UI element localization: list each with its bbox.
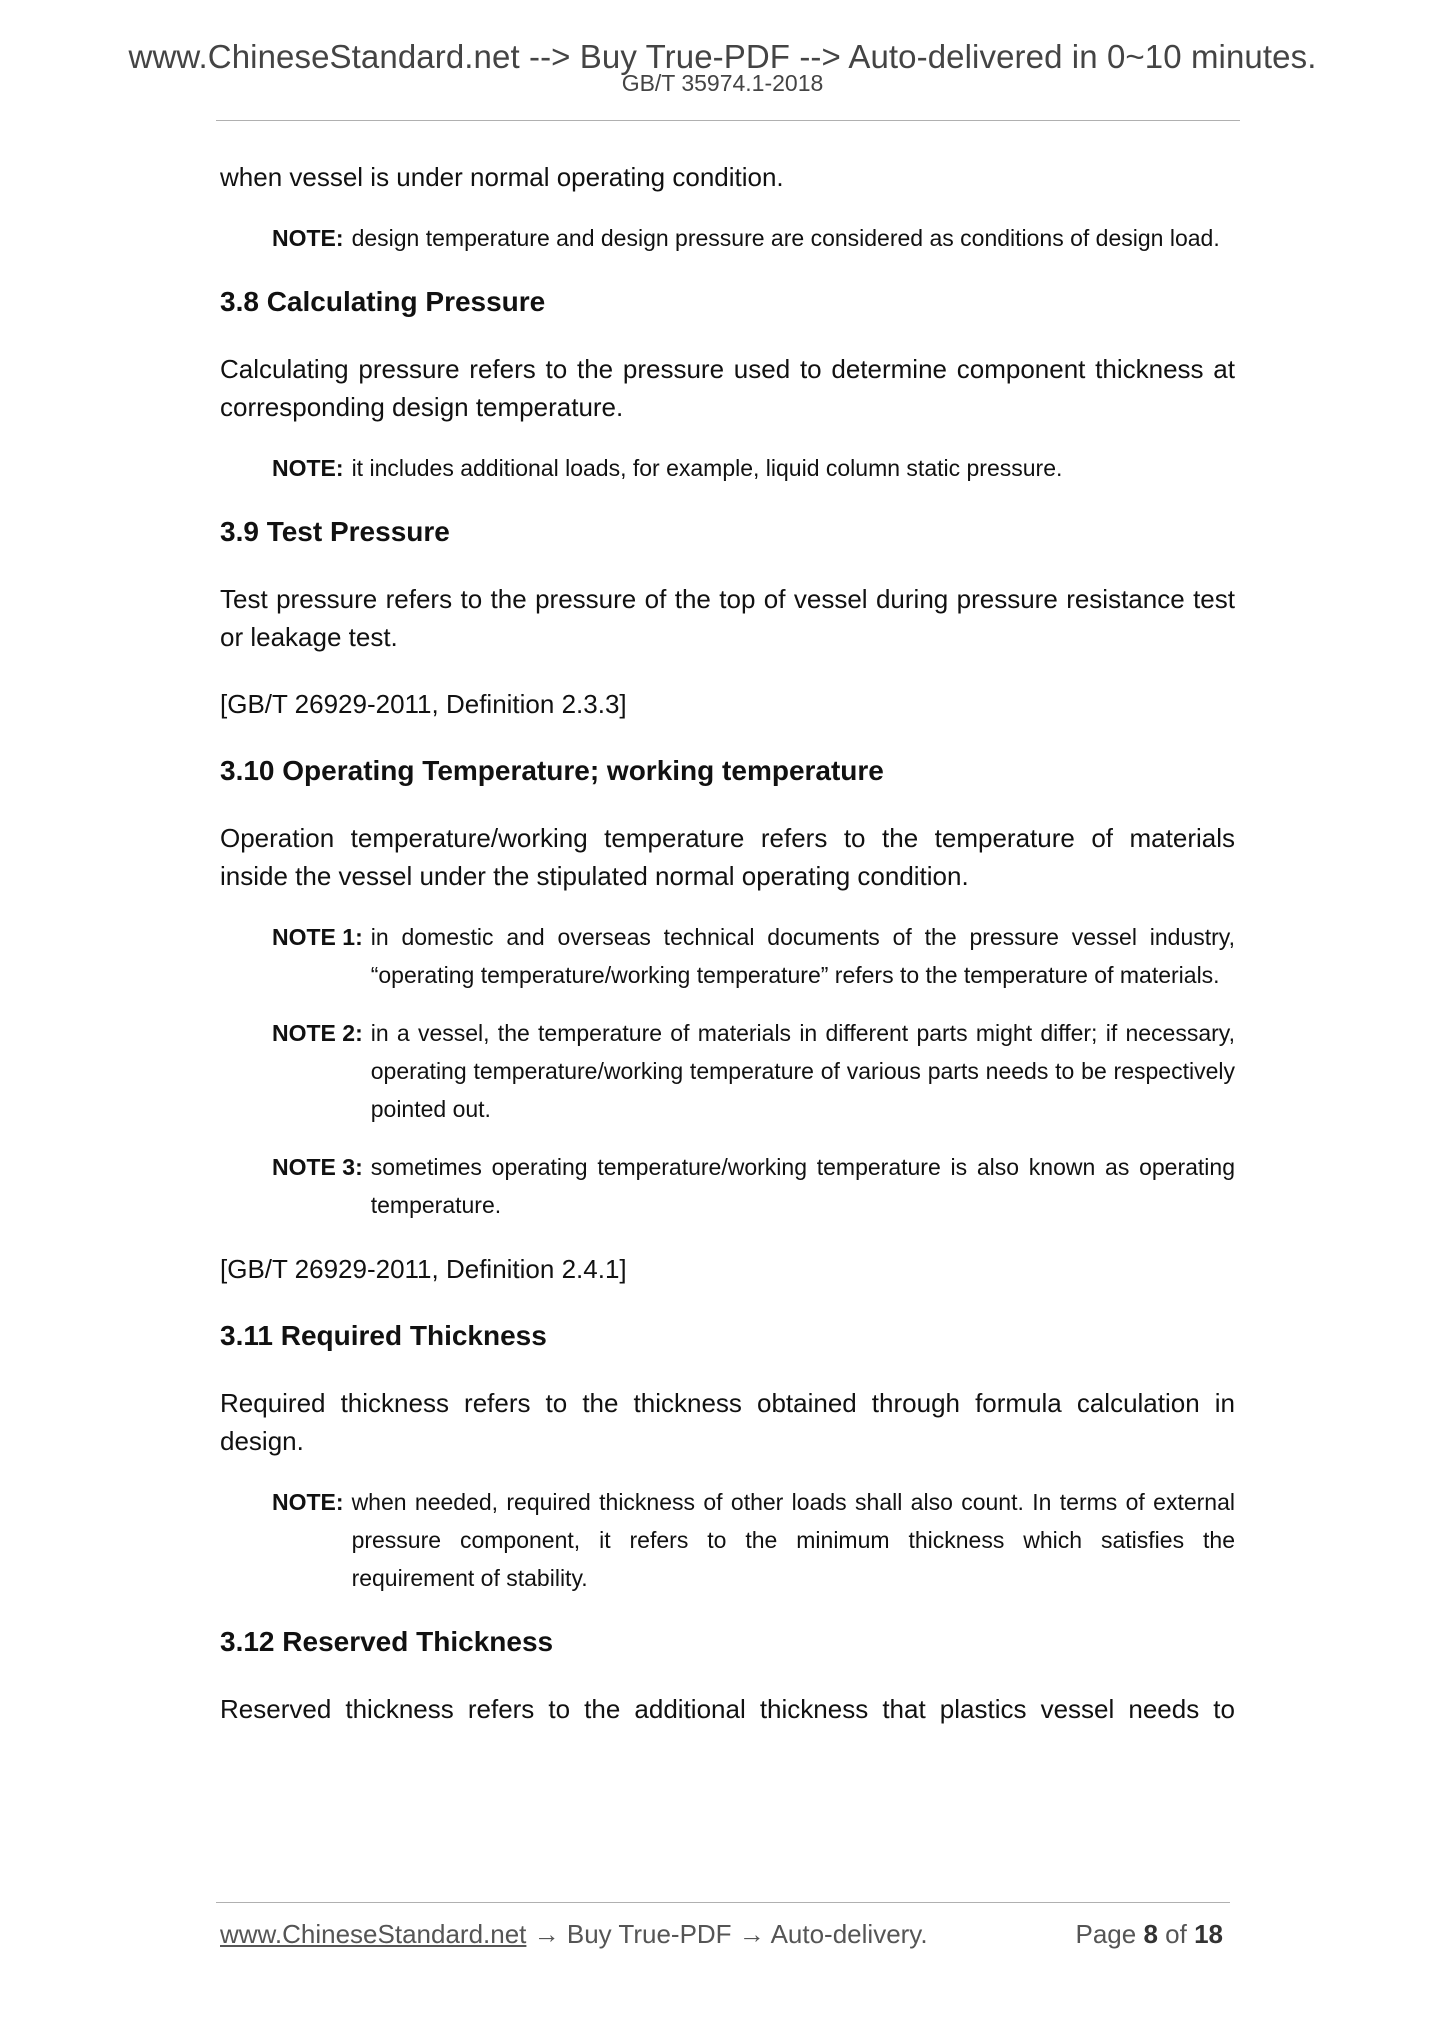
note-label: NOTE: xyxy=(272,1489,344,1515)
document-body xyxy=(220,158,1235,1757)
note-text: in a vessel, the temperature of materials in different parts might differ; if necessary, operating temperature/working temperature of various parts needs to be respectively pointed out. xyxy=(370,1020,1235,1122)
total-pages: 18 xyxy=(1194,1919,1223,1949)
header-banner: www.ChineseStandard.net --> Buy True-PDF --> Auto-delivered in 0~10 minutes. xyxy=(128,38,1317,75)
section-heading-3-9: 3.9 Test Pressure xyxy=(220,516,450,547)
section-heading-3-10: 3.10 Operating Temperature; working temperature xyxy=(220,755,884,786)
footer-link[interactable]: www.ChineseStandard.net xyxy=(220,1919,527,1949)
section-heading-3-12: 3.12 Reserved Thickness xyxy=(220,1626,554,1657)
section-heading-3-11: 3.11 Required Thickness xyxy=(220,1320,547,1351)
note xyxy=(272,219,1235,257)
note-label: NOTE 1: xyxy=(272,924,363,950)
page-indicator xyxy=(1075,1919,1223,1950)
of-word: of xyxy=(1165,1919,1187,1949)
note-label: NOTE 2: xyxy=(272,1020,363,1046)
standard-id: GB/T 35974.1-2018 xyxy=(621,70,824,96)
paragraph: Reserved thickness refers to the additional thickness that plastics vessel needs to xyxy=(220,1694,1235,1724)
page-word: Page xyxy=(1075,1919,1137,1949)
paragraph: when vessel is under normal operating condition. xyxy=(220,162,784,192)
note-label: NOTE: xyxy=(272,455,344,481)
note-text: design temperature and design pressure are considered as conditions of design load. xyxy=(351,225,1220,251)
reference: [GB/T 26929-2011, Definition 2.3.3] xyxy=(220,689,627,719)
footer-tagline: → Buy True-PDF → Auto-delivery. xyxy=(526,1919,928,1949)
footer-divider xyxy=(216,1902,1230,1903)
paragraph: Operation temperature/working temperature refers to the temperature of materials inside the vessel under the stipulated normal operating condition. xyxy=(220,823,1235,891)
paragraph: Calculating pressure refers to the pressure used to determine component thickness at corresponding design temperature. xyxy=(220,354,1235,422)
note-text: in domestic and overseas technical documents of the pressure vessel industry, “operating temperature/working temperature” refers to the temperature of materials. xyxy=(370,924,1235,988)
note xyxy=(272,449,1235,487)
note xyxy=(272,1014,1235,1128)
section-heading-3-8: 3.8 Calculating Pressure xyxy=(220,286,546,317)
note-text: sometimes operating temperature/working temperature is also known as operating temperature. xyxy=(370,1154,1235,1218)
footer-left xyxy=(220,1919,928,1950)
note-label: NOTE 3: xyxy=(272,1154,363,1180)
note-text: it includes additional loads, for example, liquid column static pressure. xyxy=(351,455,1063,481)
page-number: 8 xyxy=(1143,1919,1158,1949)
note-text: when needed, required thickness of other loads shall also count. In terms of external pressure component, it refers to the minimum thickness which satisfies the requirement of stability. xyxy=(351,1489,1235,1591)
reference: [GB/T 26929-2011, Definition 2.4.1] xyxy=(220,1254,627,1284)
paragraph: Test pressure refers to the pressure of the top of vessel during pressure resistance test or leakage test. xyxy=(220,584,1235,652)
header-divider xyxy=(216,120,1240,121)
note xyxy=(272,1483,1235,1597)
note xyxy=(272,1148,1235,1224)
note-label: NOTE: xyxy=(272,225,344,251)
note xyxy=(272,918,1235,994)
paragraph: Required thickness refers to the thickness obtained through formula calculation in design. xyxy=(220,1388,1235,1456)
